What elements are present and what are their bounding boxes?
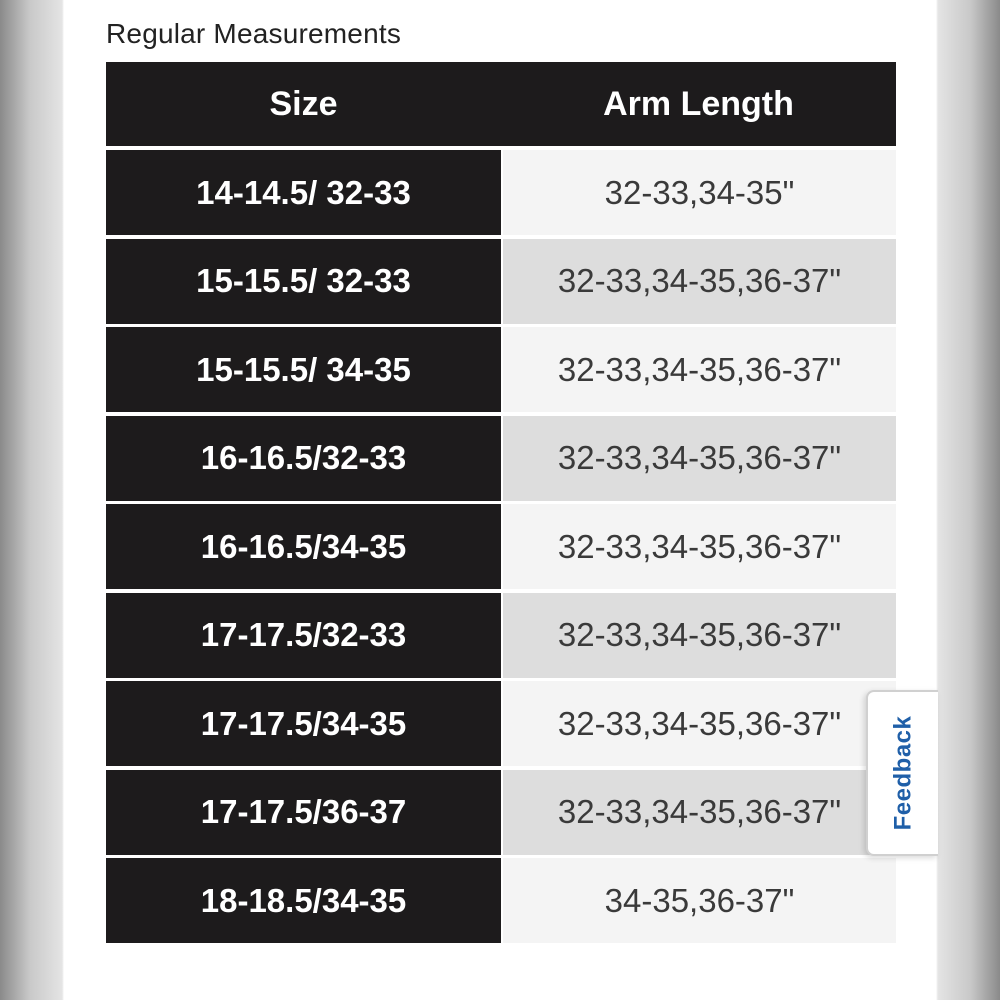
table-row bbox=[106, 770, 896, 855]
size-cell: 14-14.5/ 32-33 bbox=[106, 150, 501, 235]
page-content bbox=[64, 0, 936, 1000]
table-row bbox=[106, 327, 896, 412]
arm-length-cell: 32-33,34-35" bbox=[503, 150, 896, 235]
header-size: Size bbox=[269, 84, 338, 123]
table-row bbox=[106, 504, 896, 589]
feedback-button[interactable] bbox=[866, 690, 938, 856]
table-row bbox=[106, 239, 896, 324]
table-header-row bbox=[106, 62, 896, 146]
size-cell: 15-15.5/ 32-33 bbox=[106, 239, 501, 324]
feedback-label: Feedback bbox=[889, 715, 916, 831]
arm-length-cell: 32-33,34-35,36-37" bbox=[503, 770, 896, 855]
size-cell: 15-15.5/ 34-35 bbox=[106, 327, 501, 412]
table-row bbox=[106, 593, 896, 678]
table-row bbox=[106, 858, 896, 943]
page-title: Regular Measurements bbox=[106, 18, 402, 49]
arm-length-cell: 32-33,34-35,36-37" bbox=[503, 239, 896, 324]
size-cell: 17-17.5/36-37 bbox=[106, 770, 501, 855]
size-cell: 17-17.5/34-35 bbox=[106, 681, 501, 766]
size-cell: 17-17.5/32-33 bbox=[106, 593, 501, 678]
arm-length-cell: 32-33,34-35,36-37" bbox=[503, 593, 896, 678]
arm-length-cell: 34-35,36-37" bbox=[503, 858, 896, 943]
table-row bbox=[106, 150, 896, 235]
size-cell: 16-16.5/34-35 bbox=[106, 504, 501, 589]
table-row bbox=[106, 681, 896, 766]
arm-length-cell: 32-33,34-35,36-37" bbox=[503, 504, 896, 589]
header-arm-length: Arm Length bbox=[603, 84, 794, 123]
arm-length-cell: 32-33,34-35,36-37" bbox=[503, 327, 896, 412]
arm-length-cell: 32-33,34-35,36-37" bbox=[503, 416, 896, 501]
arm-length-cell: 32-33,34-35,36-37" bbox=[503, 681, 896, 766]
measurements-table bbox=[106, 62, 896, 947]
size-cell: 18-18.5/34-35 bbox=[106, 858, 501, 943]
table-row bbox=[106, 416, 896, 501]
size-cell: 16-16.5/32-33 bbox=[106, 416, 501, 501]
